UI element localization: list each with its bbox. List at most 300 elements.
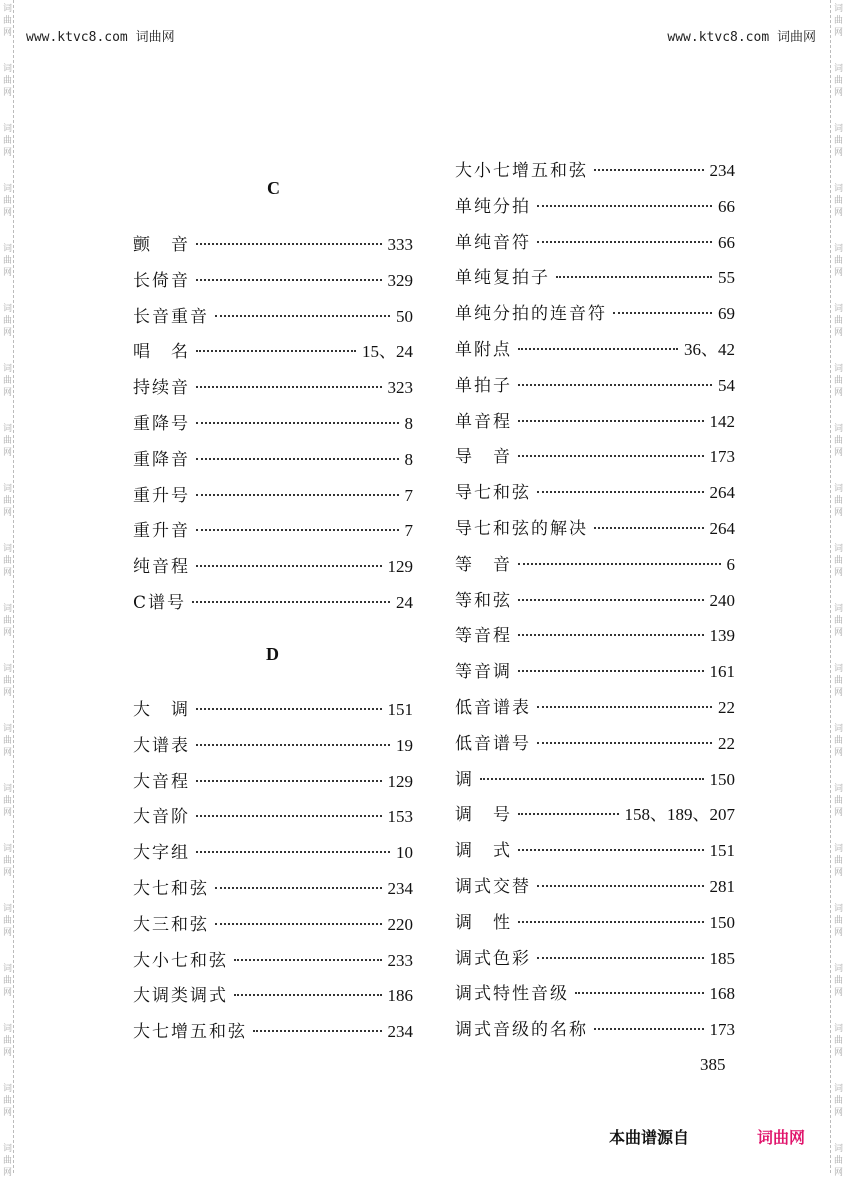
watermark-char: 网: [2, 448, 12, 458]
watermark-char: 网: [833, 808, 843, 818]
right-index-entry: [455, 550, 735, 576]
dot-leader: [556, 276, 712, 278]
watermark-char: 曲: [833, 436, 843, 446]
dot-leader: [594, 527, 704, 529]
page-number: 385: [700, 1055, 726, 1074]
watermark-char: 网: [2, 1048, 12, 1058]
index-term: 调式特性音级: [455, 984, 569, 1005]
dot-leader: [196, 529, 399, 531]
watermark-char: 曲: [833, 136, 843, 146]
header-site-left[interactable]: [26, 26, 175, 45]
index-page-ref: 6: [726, 554, 735, 574]
watermark-char: 词: [2, 64, 12, 74]
dot-leader: [196, 494, 399, 496]
dot-leader: [253, 1030, 382, 1032]
right-index-entry: [455, 800, 735, 826]
watermark-char: 曲: [2, 376, 12, 386]
watermark-char: 曲: [833, 676, 843, 686]
dot-leader: [575, 992, 704, 994]
watermark-char: 词: [2, 424, 12, 434]
index-page-ref: 22: [718, 698, 735, 717]
index-page-ref: 234: [387, 1022, 413, 1042]
watermark-char: 词: [833, 4, 843, 14]
watermark-char: 词: [2, 904, 12, 914]
header-url-left[interactable]: www.ktvc8.com: [26, 30, 128, 45]
header-url-right[interactable]: www.ktvc8.com: [667, 30, 770, 45]
watermark-char: 网: [2, 928, 12, 938]
index-page-ref: 66: [718, 232, 735, 252]
index-page-ref: 24: [396, 593, 413, 612]
index-page-ref: 15、24: [362, 342, 413, 362]
index-page-ref: 264: [709, 519, 735, 538]
index-term: 等音程: [455, 626, 512, 647]
index-page-ref: 150: [709, 769, 735, 789]
right-index-entry: [455, 478, 735, 504]
watermark-char: 网: [833, 628, 843, 638]
section-letter-c: C: [267, 178, 280, 198]
watermark-char: 曲: [2, 856, 12, 866]
watermark-char: 网: [2, 268, 12, 278]
index-page-ref: 240: [709, 590, 735, 610]
left-c-index-entry: [133, 481, 413, 507]
index-page-ref: 151: [387, 700, 413, 719]
dot-leader: [215, 887, 382, 889]
watermark-char: 词: [833, 664, 843, 674]
watermark-char: 词: [833, 124, 843, 134]
index-page-ref: 54: [718, 375, 735, 395]
dot-leader: [537, 205, 712, 207]
dot-leader: [594, 1028, 704, 1030]
dot-leader: [518, 921, 704, 923]
left-c-index-entry: [133, 230, 413, 256]
left-d-index-entry: [133, 1017, 413, 1043]
dot-leader: [518, 813, 619, 815]
watermark-char: 词: [2, 124, 12, 134]
index-page-ref: 10: [396, 843, 413, 863]
left-c-index-entry: [133, 337, 413, 363]
index-term: 低音谱表: [455, 698, 531, 718]
watermark-char: 曲: [833, 736, 843, 746]
left-d-index-entry: [133, 695, 413, 721]
dot-leader: [518, 384, 712, 386]
watermark-char: 词: [2, 184, 12, 194]
index-term: 单纯分拍的连音符: [455, 304, 607, 325]
index-page-ref: 7: [404, 521, 413, 541]
index-term: 大小七增五和弦: [455, 161, 588, 181]
right-index-entry: [455, 693, 735, 719]
watermark-char: 词: [833, 1084, 843, 1094]
watermark-char: 词: [833, 1144, 843, 1154]
watermark-char: 词: [833, 964, 843, 974]
watermark-char: 网: [2, 868, 12, 878]
watermark-char: 词: [2, 664, 12, 674]
left-d-index-entry: [133, 767, 413, 793]
watermark-char: 词: [2, 1024, 12, 1034]
watermark-char: 词: [833, 1024, 843, 1034]
index-term: 重降号: [133, 414, 190, 434]
header-site-right[interactable]: [667, 26, 816, 45]
left-d-index-entry: [133, 874, 413, 900]
dot-leader: [518, 420, 704, 422]
watermark-char: 网: [833, 508, 843, 518]
left-watermark-strip: [0, 0, 14, 1178]
dot-leader: [537, 885, 704, 887]
watermark-char: 网: [2, 988, 12, 998]
right-index-entry: [455, 908, 735, 934]
watermark-char: 网: [2, 328, 12, 338]
watermark-char: 网: [2, 28, 12, 38]
index-page-ref: 50: [396, 306, 413, 326]
watermark-char: 曲: [833, 556, 843, 566]
right-index-entry: [455, 979, 735, 1005]
watermark-char: 词: [2, 304, 12, 314]
index-term: 纯音程: [133, 557, 190, 578]
index-term: 长倚音: [133, 270, 190, 291]
dot-leader: [196, 386, 382, 388]
index-term: 调式色彩: [455, 948, 531, 969]
watermark-char: 曲: [2, 76, 12, 86]
dot-leader: [196, 744, 390, 746]
watermark-char: 网: [833, 208, 843, 218]
index-term: 导七和弦的解决: [455, 519, 588, 539]
watermark-char: 曲: [2, 136, 12, 146]
watermark-char: 曲: [2, 616, 12, 626]
index-term: 等音调: [455, 662, 512, 683]
index-term: 大 调: [133, 700, 190, 720]
left-c-index-entry: [133, 302, 413, 328]
dot-leader: [196, 243, 382, 245]
index-page-ref: 158、189、207: [624, 805, 735, 825]
right-index-entry: [455, 729, 735, 755]
index-page-ref: 185: [709, 948, 735, 968]
watermark-char: 词: [833, 184, 843, 194]
dot-leader: [537, 241, 712, 243]
left-d-index-entry: [133, 731, 413, 757]
right-index-entry: [455, 657, 735, 683]
watermark-char: 网: [833, 568, 843, 578]
watermark-char: 曲: [2, 256, 12, 266]
index-page-ref: 19: [396, 735, 413, 755]
watermark-char: 词: [2, 1144, 12, 1154]
right-index-entry: [455, 586, 735, 612]
index-page-ref: 161: [709, 662, 735, 682]
left-c-index-entry: [133, 373, 413, 399]
left-d-index-entry: [133, 838, 413, 864]
index-page-ref: 8: [404, 449, 413, 469]
watermark-char: 词: [2, 244, 12, 254]
index-term: 调 式: [455, 841, 512, 862]
right-index-entry: [455, 371, 735, 397]
watermark-char: 曲: [2, 916, 12, 926]
dot-leader: [196, 422, 399, 424]
header-site-name-right[interactable]: 词曲网: [776, 30, 816, 45]
index-page-ref: 142: [709, 411, 735, 431]
index-page-ref: 281: [709, 877, 735, 896]
right-index-entry: [455, 156, 735, 182]
index-term: 等 音: [455, 554, 512, 575]
dot-leader: [537, 491, 704, 493]
index-page-ref: 129: [387, 771, 413, 791]
right-index-entry: [455, 299, 735, 325]
watermark-char: 曲: [2, 316, 12, 326]
left-c-index-entry: [133, 409, 413, 435]
watermark-char: 词: [833, 304, 843, 314]
dot-leader: [518, 563, 721, 565]
watermark-char: 词: [2, 484, 12, 494]
watermark-char: 网: [833, 1048, 843, 1058]
dot-leader: [215, 923, 382, 925]
index-term: 等和弦: [455, 590, 512, 611]
index-term: 调: [455, 769, 474, 790]
watermark-char: 网: [2, 1168, 12, 1178]
watermark-char: 曲: [833, 316, 843, 326]
index-term: 大音阶: [133, 807, 190, 828]
dot-leader: [196, 815, 382, 817]
watermark-char: 曲: [833, 76, 843, 86]
watermark-char: 曲: [833, 976, 843, 986]
watermark-char: 网: [833, 928, 843, 938]
watermark-char: 曲: [2, 1096, 12, 1106]
index-term: 调 号: [455, 805, 512, 826]
index-term: 持续音: [133, 378, 190, 399]
index-page-ref: 22: [718, 733, 735, 753]
dot-leader: [196, 851, 390, 853]
watermark-char: 网: [833, 868, 843, 878]
watermark-char: 词: [2, 1084, 12, 1094]
dot-leader: [518, 455, 704, 457]
footer-source-label: 本曲谱源自: [609, 1128, 690, 1147]
index-page-ref: 329: [387, 270, 413, 290]
watermark-char: 网: [833, 688, 843, 698]
watermark-char: 网: [2, 388, 12, 398]
watermark-char: 网: [833, 1168, 843, 1178]
watermark-char: 曲: [833, 916, 843, 926]
index-page-ref: 234: [709, 161, 735, 180]
index-term: 单纯音符: [455, 232, 531, 253]
index-term: 导七和弦: [455, 483, 531, 504]
watermark-char: 曲: [2, 496, 12, 506]
right-index-entry: [455, 765, 735, 791]
left-d-index-entry: [133, 946, 413, 972]
dot-leader: [480, 778, 704, 780]
watermark-char: 网: [833, 1108, 843, 1118]
watermark-char: 曲: [2, 1156, 12, 1166]
right-index-entry: [455, 836, 735, 862]
index-term: 大字组: [133, 843, 190, 864]
index-term: 单音程: [455, 411, 512, 432]
right-index-entry: [455, 407, 735, 433]
index-page-ref: 151: [709, 841, 735, 861]
watermark-char: 词: [833, 724, 843, 734]
dot-leader: [594, 169, 704, 171]
right-index-entry: [455, 1015, 735, 1041]
right-index-entry: [455, 872, 735, 898]
dot-leader: [518, 634, 704, 636]
watermark-char: 词: [2, 724, 12, 734]
index-term: 调 性: [455, 912, 512, 933]
dot-leader: [518, 849, 704, 851]
left-c-index-entry: [133, 552, 413, 578]
footer-brand-link[interactable]: 词曲网: [757, 1128, 806, 1147]
section-letter-d: D: [266, 644, 279, 664]
dot-leader: [518, 670, 704, 672]
index-page-ref: 129: [387, 557, 413, 577]
watermark-char: 曲: [2, 556, 12, 566]
dot-leader: [234, 994, 382, 996]
watermark-char: 网: [2, 208, 12, 218]
watermark-char: 词: [833, 424, 843, 434]
dot-leader: [192, 601, 390, 603]
watermark-char: 曲: [2, 976, 12, 986]
index-term: 调式交替: [455, 877, 531, 897]
watermark-char: 曲: [2, 1036, 12, 1046]
right-watermark-strip: [830, 0, 844, 1178]
watermark-char: 词: [2, 604, 12, 614]
index-page-ref: 69: [718, 304, 735, 324]
watermark-char: 词: [2, 544, 12, 554]
dot-leader: [215, 315, 390, 317]
index-page-ref: 173: [709, 447, 735, 467]
right-index-entry: [455, 263, 735, 289]
dot-leader: [196, 780, 382, 782]
watermark-char: 网: [833, 448, 843, 458]
left-c-index-entry: [133, 516, 413, 542]
watermark-char: 网: [833, 148, 843, 158]
right-index-entry: [455, 442, 735, 468]
watermark-char: 网: [2, 148, 12, 158]
right-index-entry: [455, 514, 735, 540]
index-page-ref: 55: [718, 268, 735, 288]
index-term: 低音谱号: [455, 733, 531, 754]
right-index-entry: [455, 335, 735, 361]
index-page-ref: 220: [387, 914, 413, 934]
index-term: 大七增五和弦: [133, 1022, 247, 1043]
index-page-ref: 186: [387, 986, 413, 1006]
right-index-entry: [455, 944, 735, 970]
watermark-char: 词: [833, 64, 843, 74]
index-term: 大音程: [133, 771, 190, 792]
index-page-ref: 234: [387, 879, 413, 898]
dot-leader: [518, 348, 678, 350]
left-c-index-entry: [133, 588, 413, 614]
dot-leader: [613, 312, 712, 314]
dot-leader: [196, 708, 382, 710]
dot-leader: [518, 599, 704, 601]
watermark-char: 词: [2, 364, 12, 374]
watermark-char: 曲: [833, 1036, 843, 1046]
index-page-ref: 150: [709, 912, 735, 932]
watermark-char: 曲: [2, 196, 12, 206]
watermark-char: 词: [833, 484, 843, 494]
index-page-ref: 168: [709, 984, 735, 1004]
dot-leader: [537, 706, 712, 708]
watermark-char: 词: [833, 784, 843, 794]
watermark-char: 曲: [2, 436, 12, 446]
watermark-char: 曲: [2, 676, 12, 686]
dot-leader: [234, 959, 382, 961]
index-term: 大谱表: [133, 735, 190, 756]
index-term: 重升号: [133, 485, 190, 506]
index-term: 单附点: [455, 340, 512, 360]
left-d-index-entry: [133, 981, 413, 1007]
index-term: 大小七和弦: [133, 950, 228, 971]
index-page-ref: 233: [387, 950, 413, 970]
watermark-char: 网: [2, 568, 12, 578]
index-term: 重升音: [133, 521, 190, 542]
left-c-index-entry: [133, 266, 413, 292]
watermark-char: 曲: [833, 256, 843, 266]
index-page-ref: 8: [404, 414, 413, 433]
watermark-char: 网: [2, 1108, 12, 1118]
index-term: 大七和弦: [133, 879, 209, 899]
left-d-index-entry: [133, 910, 413, 936]
index-term: 长音重音: [133, 306, 209, 327]
index-term: C谱号: [133, 593, 187, 613]
watermark-char: 曲: [833, 856, 843, 866]
watermark-char: 网: [2, 748, 12, 758]
index-page-ref: 323: [387, 378, 413, 398]
watermark-char: 词: [833, 844, 843, 854]
dot-leader: [196, 279, 382, 281]
watermark-char: 网: [833, 988, 843, 998]
watermark-char: 曲: [833, 796, 843, 806]
watermark-char: 词: [2, 964, 12, 974]
watermark-char: 网: [2, 808, 12, 818]
watermark-char: 网: [2, 508, 12, 518]
index-page-ref: 66: [718, 196, 735, 216]
left-d-index-entry: [133, 802, 413, 828]
index-term: 导 音: [455, 447, 512, 468]
watermark-char: 曲: [2, 796, 12, 806]
index-term: 大三和弦: [133, 914, 209, 935]
watermark-char: 词: [833, 604, 843, 614]
dot-leader: [196, 350, 356, 352]
dot-leader: [537, 742, 712, 744]
index-term: 单纯复拍子: [455, 268, 550, 289]
right-index-entry: [455, 228, 735, 254]
index-page-ref: 173: [709, 1020, 735, 1040]
watermark-char: 网: [2, 688, 12, 698]
index-term: 单拍子: [455, 375, 512, 396]
index-term: 大调类调式: [133, 986, 228, 1007]
watermark-char: 曲: [833, 1156, 843, 1166]
watermark-char: 词: [833, 544, 843, 554]
watermark-char: 词: [833, 364, 843, 374]
watermark-char: 网: [833, 748, 843, 758]
right-index-entry: [455, 621, 735, 647]
index-page-ref: 264: [709, 483, 735, 503]
index-page-ref: 153: [387, 807, 413, 827]
index-term: 重降音: [133, 449, 190, 470]
left-c-index-entry: [133, 445, 413, 471]
watermark-char: 网: [833, 88, 843, 98]
watermark-char: 网: [833, 328, 843, 338]
index-page-ref: 139: [709, 626, 735, 646]
watermark-char: 曲: [2, 736, 12, 746]
watermark-char: 网: [833, 388, 843, 398]
watermark-char: 词: [2, 784, 12, 794]
index-page-ref: 36、42: [684, 340, 735, 359]
header-site-name-left[interactable]: 词曲网: [135, 30, 175, 45]
dot-leader: [537, 957, 704, 959]
watermark-char: 网: [2, 88, 12, 98]
watermark-char: 曲: [833, 496, 843, 506]
right-index-entry: [455, 192, 735, 218]
watermark-char: 网: [2, 628, 12, 638]
index-term: 调式音级的名称: [455, 1020, 588, 1041]
watermark-char: 词: [2, 844, 12, 854]
watermark-char: 曲: [833, 1096, 843, 1106]
